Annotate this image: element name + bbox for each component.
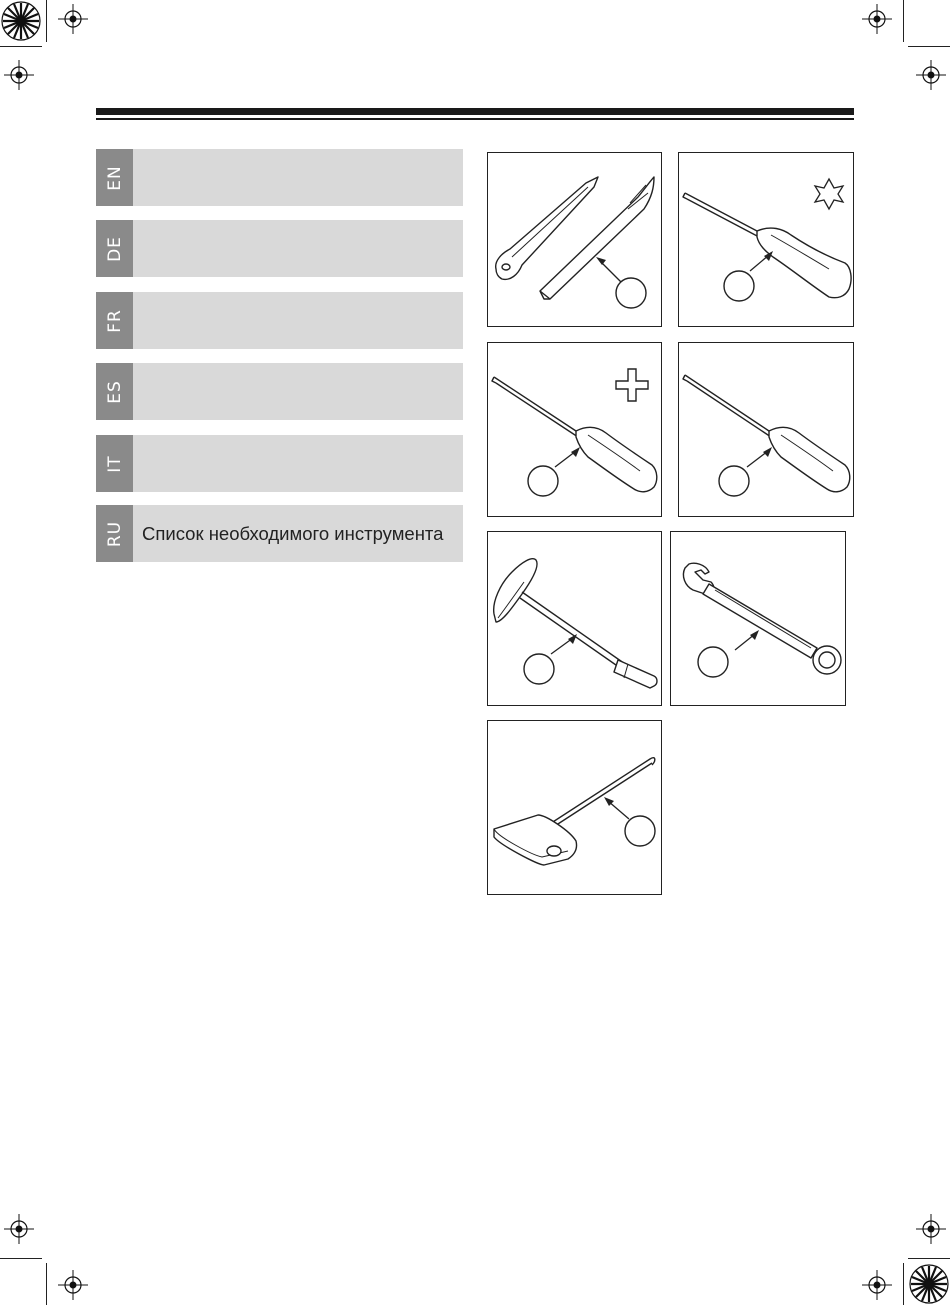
crosshair-mark-icon: [862, 4, 892, 34]
trim-line: [46, 0, 47, 42]
tool-panel-pry-tools: [487, 152, 662, 327]
tool-panel-phillips-screwdriver: [487, 342, 662, 517]
lang-text: Список необходимого инструмента: [142, 522, 444, 544]
lang-row-fr: [96, 292, 463, 349]
tool-panel-hook-tool: [487, 720, 662, 895]
registration-mark-icon: [908, 1263, 950, 1305]
lang-row-en: [96, 149, 463, 206]
lang-tab: [96, 505, 133, 562]
lang-code: ES: [104, 379, 125, 404]
lang-row-es: [96, 363, 463, 420]
tool-panel-torx-screwdriver: [678, 152, 854, 327]
torx-screwdriver-icon: [679, 153, 855, 328]
phillips-screwdriver-icon: [488, 343, 663, 518]
crosshair-mark-icon: [916, 1214, 946, 1244]
trim-line: [908, 46, 950, 47]
trim-line: [903, 1263, 904, 1305]
lang-row-it: [96, 435, 463, 492]
trim-line: [0, 1258, 42, 1259]
crosshair-mark-icon: [916, 60, 946, 90]
lang-row-de: [96, 220, 463, 277]
registration-mark-icon: [0, 0, 42, 42]
header-rule: [96, 108, 854, 115]
header-rule-thin: [96, 118, 854, 120]
lang-tab: [96, 435, 133, 492]
hook-tool-icon: [488, 721, 663, 896]
trim-line: [46, 1263, 47, 1305]
crosshair-mark-icon: [862, 1270, 892, 1300]
lang-tab: [96, 292, 133, 349]
lang-tab: [96, 363, 133, 420]
lang-code: RU: [104, 520, 125, 547]
t-handle-socket-wrench-icon: [488, 532, 663, 707]
ratchet-wrench-icon: [671, 532, 847, 707]
trim-line: [908, 1258, 950, 1259]
pry-tools-icon: [488, 153, 663, 328]
lang-code: IT: [104, 454, 125, 473]
lang-code: FR: [104, 308, 125, 333]
flat-screwdriver-icon: [679, 343, 855, 518]
crosshair-mark-icon: [4, 1214, 34, 1244]
crosshair-mark-icon: [58, 4, 88, 34]
lang-tab: [96, 149, 133, 206]
lang-code: DE: [104, 235, 125, 262]
crosshair-mark-icon: [4, 60, 34, 90]
lang-tab: [96, 220, 133, 277]
trim-line: [0, 46, 42, 47]
crosshair-mark-icon: [58, 1270, 88, 1300]
tool-panel-ratchet-wrench: [670, 531, 846, 706]
trim-line: [903, 0, 904, 42]
lang-row-ru: [96, 505, 463, 562]
tool-panel-t-handle-wrench: [487, 531, 662, 706]
lang-code: EN: [104, 164, 125, 191]
tool-panel-flat-screwdriver: [678, 342, 854, 517]
